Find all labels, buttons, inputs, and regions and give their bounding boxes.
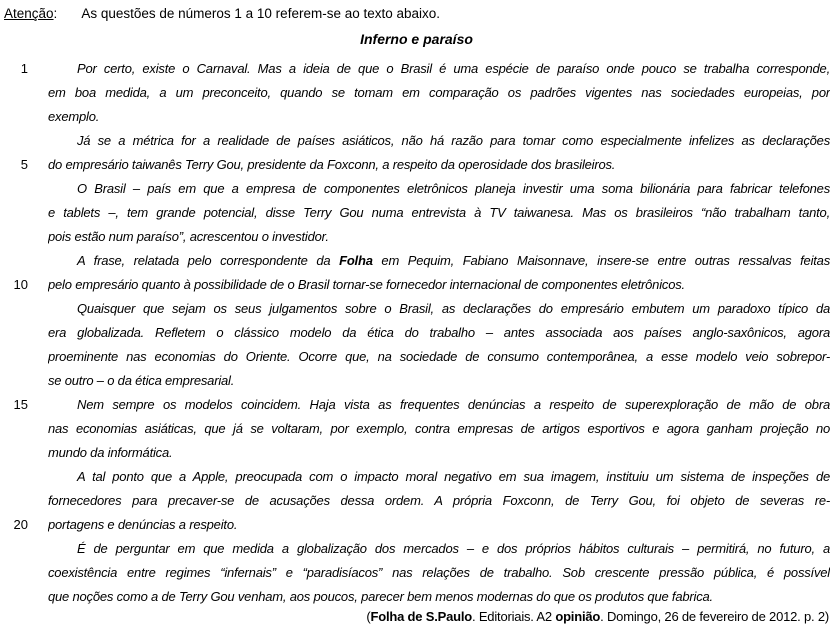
text-run: pois estão num paraíso”, acrescentou o investidor. [48, 229, 329, 244]
line-text [48, 585, 830, 609]
bold-run: Folha de S.Paulo [370, 609, 473, 624]
text-run: exemplo. [48, 109, 100, 124]
text-run: mundo da informática. [48, 445, 173, 460]
text-run: A frase, relatada pelo correspondente da [77, 253, 340, 268]
line-number: 15 [13, 397, 28, 412]
line-text [48, 153, 830, 177]
text-line [0, 225, 833, 249]
line-text [48, 537, 830, 561]
text-run: pelo empresário quanto à possibilidade de o Brasil tornar-se fornecedor internacional de componentes eletrônicos. [48, 277, 685, 292]
line-text [48, 177, 830, 201]
text-run: ( [366, 609, 371, 624]
text-line [0, 417, 833, 441]
line-text [48, 369, 830, 393]
line-text [48, 129, 830, 153]
text-line [0, 369, 833, 393]
text-run: nas economias asiáticas, que já se voltaram, por exemplo, contra empresas de artigos esportivos e agora ganham projeção no [48, 421, 830, 436]
text-run: era globalizada. Refletem o clássico modelo da ética do trabalho – antes associada aos países anglo-saxônicos, agora [48, 325, 830, 340]
text-run: que noções como a de Terry Gou venham, aos poucos, parecer bem menos modernas do que os produtos que fabrica. [48, 589, 713, 604]
text-line [0, 57, 833, 81]
line-text [48, 57, 830, 81]
text-line [0, 345, 833, 369]
line-text [48, 417, 830, 441]
bold-run: Folha [339, 253, 373, 268]
line-number: 10 [13, 277, 28, 292]
text-line [0, 201, 833, 225]
text-run: Nem sempre os modelos coincidem. Haja vista as frequentes denúncias a respeito de superexploração de mão de obra [77, 397, 830, 412]
text-line [0, 561, 833, 585]
line-text [48, 273, 830, 297]
line-text [48, 345, 830, 369]
text-run: . Domingo, 26 de fevereiro de 2012. p. 2) [600, 609, 829, 624]
line-text [48, 105, 830, 129]
line-text [48, 225, 830, 249]
text-line [0, 249, 833, 273]
line-text [48, 441, 830, 465]
line-number: 5 [20, 157, 28, 172]
attention-note [4, 6, 440, 21]
line-text [48, 489, 830, 513]
text-run: Por certo, existe o Carnaval. Mas a ideia de que o Brasil é uma espécie de paraíso onde pouco se trabalha corresponde, [77, 61, 830, 76]
text-line [0, 129, 833, 153]
bold-run: opinião [555, 609, 601, 624]
text-line [0, 105, 833, 129]
text-run: O Brasil – país em que a empresa de componentes eletrônicos planeja investir uma soma bilionária para fabricar telefones [77, 181, 830, 196]
line-text [48, 297, 830, 321]
text-line [0, 393, 833, 417]
text-line [0, 81, 833, 105]
text-run: fornecedores para precaver-se de acusações dessa ordem. A própria Foxconn, de Terry Gou, foi objeto de severas re- [48, 493, 830, 508]
line-number: 20 [13, 517, 28, 532]
text-line [0, 513, 833, 537]
text-line [0, 321, 833, 345]
text-run: proeminente nas economias do Oriente. Ocorre que, na sociedade de consumo contemporânea, a esse modelo veio sobrepor- [48, 349, 830, 364]
text-run: Já se a métrica for a realidade de países asiáticos, não há razão para tomar como especialmente infelizes as declarações [77, 133, 830, 148]
text-body [0, 57, 833, 609]
text-run: portagens e denúncias a respeito. [48, 517, 238, 532]
text-run: coexistência entre regimes “infernais” e “paradisíacos” nas relações de trabalho. Sob crescente pressão pública, é possível [48, 565, 830, 580]
line-text [48, 561, 830, 585]
line-text [48, 249, 830, 273]
text-line [0, 297, 833, 321]
page-title: Inferno e paraíso [360, 31, 473, 47]
text-line [0, 273, 833, 297]
line-text [48, 393, 830, 417]
line-text [48, 465, 830, 489]
text-run: do empresário taiwanês Terry Gou, presidente da Foxconn, a respeito da operosidade dos brasileiros. [48, 157, 616, 172]
text-line [0, 441, 833, 465]
text-run: em Pequim, Fabiano Maisonnave, insere-se entre outras ressalvas feitas [372, 253, 830, 268]
text-run: em boa medida, a um preconceito, quando se tomam em comparação os padrões vigentes nas sociedades europeias, por [48, 85, 830, 100]
line-text [48, 513, 830, 537]
text-run: . Editoriais. A2 [472, 609, 556, 624]
text-line [0, 177, 833, 201]
line-text [48, 321, 830, 345]
line-text [48, 201, 830, 225]
line-number: 1 [20, 61, 28, 76]
attention-instruction: As questões de números 1 a 10 referem-se ao texto abaixo. [81, 6, 441, 21]
text-run: É de perguntar em que medida a globalização dos mercados – e dos próprios hábitos culturais – permitirá, no futuro, a [77, 541, 830, 556]
text-run: e tablets –, tem grande potencial, disse Terry Gou numa entrevista à TV taiwanesa. Mas os brasileiros “não trabalham tanto, [48, 205, 830, 220]
attention-colon: : [53, 6, 58, 21]
text-run: Quaisquer que sejam os seus julgamentos sobre o Brasil, as declarações do empresário embutem um paradoxo típico da [77, 301, 830, 316]
text-line [0, 489, 833, 513]
text-run: A tal ponto que a Apple, preocupada com o impacto moral negativo em sua imagem, instituiu um sistema de inspeções de [77, 469, 830, 484]
text-line [0, 465, 833, 489]
citation [0, 609, 829, 624]
text-line [0, 585, 833, 609]
line-text [48, 81, 830, 105]
attention-label: Atenção [4, 6, 54, 21]
text-run: se outro – o da ética empresarial. [48, 373, 235, 388]
text-line [0, 153, 833, 177]
text-line [0, 537, 833, 561]
